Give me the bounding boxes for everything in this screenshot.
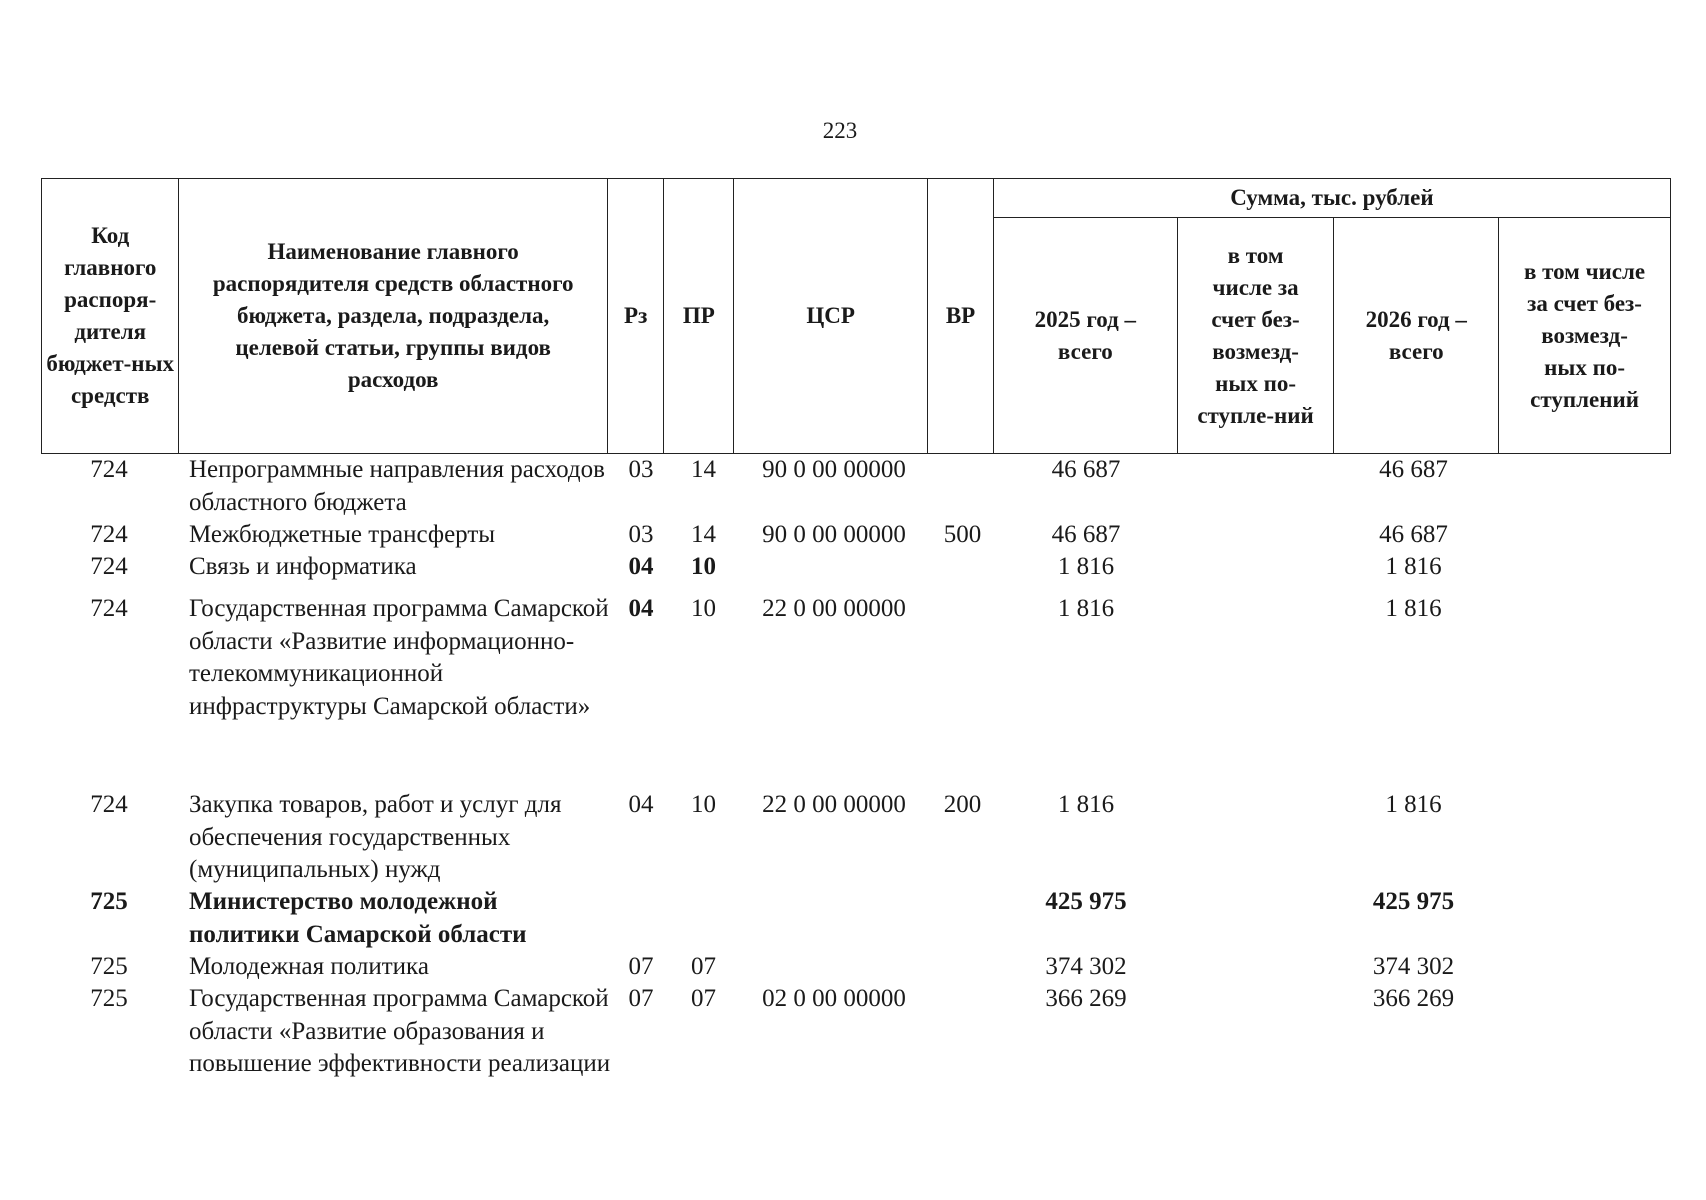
cell-rz: 07 [628,953,654,980]
cell-grants-2026 [1495,951,1665,983]
cell-code: 724 [90,553,128,580]
header-rz: Рз [607,179,664,454]
header-pr: ПР [664,179,734,454]
cell-csr: 02 0 00 00000 [762,985,906,1012]
cell-grants-2025 [1177,551,1332,593]
cell-rz: 03 [628,521,654,548]
header-name: Наименование главного распорядителя средств областного бюджета, раздела, подраздела, целевой статьи, группы видов расходов [179,179,607,454]
cell-sum-2026: 1 816 [1385,595,1442,622]
cell-grants-2025 [1177,886,1332,951]
table-row [41,593,1671,789]
cell-grants-2026 [1495,551,1665,593]
cell-sum-2026: 1 816 [1385,553,1442,580]
header-csr: ЦСР [734,179,928,454]
header-vr: ВР [928,179,994,454]
cell-sum-2025: 46 687 [1051,456,1121,483]
cell-vr [930,454,995,519]
cell-grants-2025 [1177,593,1332,789]
cell-name: Государственная программа Самарской области «Развитие образования и повышение эффективности реализации [189,985,611,1077]
cell-sum-2026: 366 269 [1372,985,1455,1012]
cell-csr: 22 0 00 00000 [762,595,906,622]
cell-grants-2026 [1495,789,1665,886]
table-row [41,951,1671,983]
cell-name: Закупка товаров, работ и услуг для обеспечения государственных (муниципальных) нужд [189,791,562,883]
cell-code: 725 [90,953,128,980]
cell-name: Связь и информатика [189,553,417,580]
cell-sum-2025: 1 816 [1057,595,1115,622]
table-row [41,551,1671,593]
cell-pr: 10 [691,791,716,818]
cell-pr: 14 [691,521,716,548]
cell-grants-2025 [1177,951,1332,983]
table-header [41,178,1671,454]
cell-sum-2025: 425 975 [1045,888,1127,915]
cell-csr [738,951,930,983]
cell-grants-2026 [1495,886,1665,951]
cell-vr [930,551,995,593]
cell-csr [738,886,930,951]
cell-csr: 90 0 00 00000 [762,521,906,548]
cell-grants-2026 [1495,983,1665,1113]
cell-csr [738,551,930,593]
table-row [41,983,1671,1113]
header-2025-total: 2025 год – всего [993,218,1177,454]
cell-pr: 10 [691,595,716,622]
cell-sum-2026: 1 816 [1385,791,1442,818]
cell-name: Министерство молодежной политики Самарской области [189,888,527,948]
cell-sum-2026: 374 302 [1372,953,1455,980]
table-body [41,454,1671,1113]
cell-grants-2025 [1177,789,1332,886]
table-row [41,886,1671,951]
cell-code: 725 [90,888,128,915]
cell-sum-2025: 1 816 [1057,791,1115,818]
cell-vr: 200 [943,791,982,818]
table-row [41,454,1671,519]
cell-sum-2025: 46 687 [1051,521,1121,548]
cell-name: Непрограммные направления расходов областного бюджета [189,456,605,516]
cell-rz: 04 [628,791,654,818]
cell-vr [930,886,995,951]
cell-vr: 500 [943,521,982,548]
cell-pr: 07 [691,953,716,980]
cell-sum-2026: 46 687 [1379,521,1448,548]
cell-vr [930,951,995,983]
page-number: 223 [822,118,858,143]
header-2025-grants: в том числе за счет без-возмезд-ных по-ступле-ний [1177,218,1334,454]
cell-code: 724 [90,456,128,483]
cell-code: 724 [90,791,128,818]
cell-rz: 03 [628,456,654,483]
header-2026-grants: в том числе за счет без-возмезд-ных по-ступлений [1499,218,1671,454]
cell-sum-2026: 46 687 [1379,456,1448,483]
cell-csr: 22 0 00 00000 [762,791,906,818]
cell-sum-2025: 366 269 [1045,985,1127,1012]
cell-csr: 90 0 00 00000 [762,456,906,483]
cell-code: 724 [90,521,128,548]
cell-name: Молодежная политика [189,953,429,980]
cell-pr: 07 [691,985,716,1012]
cell-grants-2026 [1495,519,1665,551]
cell-pr: 14 [691,456,716,483]
cell-code: 725 [90,985,128,1012]
table-row [41,789,1671,886]
header-sum-group: Сумма, тыс. рублей [993,179,1670,218]
cell-grants-2025 [1177,454,1332,519]
cell-rz: 07 [628,985,654,1012]
cell-sum-2026: 425 975 [1372,888,1455,915]
cell-grants-2026 [1495,454,1665,519]
cell-pr [669,886,738,951]
cell-vr [930,593,995,789]
cell-name: Межбюджетные трансферты [189,521,496,548]
cell-grants-2025 [1177,983,1332,1113]
cell-pr: 10 [691,553,716,580]
table-row [41,519,1671,551]
cell-sum-2025: 1 816 [1057,553,1115,580]
cell-rz: 04 [628,553,654,580]
cell-rz [613,886,669,951]
cell-vr [930,983,995,1113]
cell-name: Государственная программа Самарской области «Развитие информационно-телекоммуникационной инфраструктуры Самарской области» [189,595,609,720]
cell-rz: 04 [628,595,654,622]
cell-grants-2025 [1177,519,1332,551]
cell-code: 724 [90,595,128,622]
header-2026-total: 2026 год – всего [1334,218,1499,454]
cell-grants-2026 [1495,593,1665,789]
cell-sum-2025: 374 302 [1045,953,1127,980]
header-code: Код главного распоря-дителя бюджет-ных средств [42,179,179,454]
